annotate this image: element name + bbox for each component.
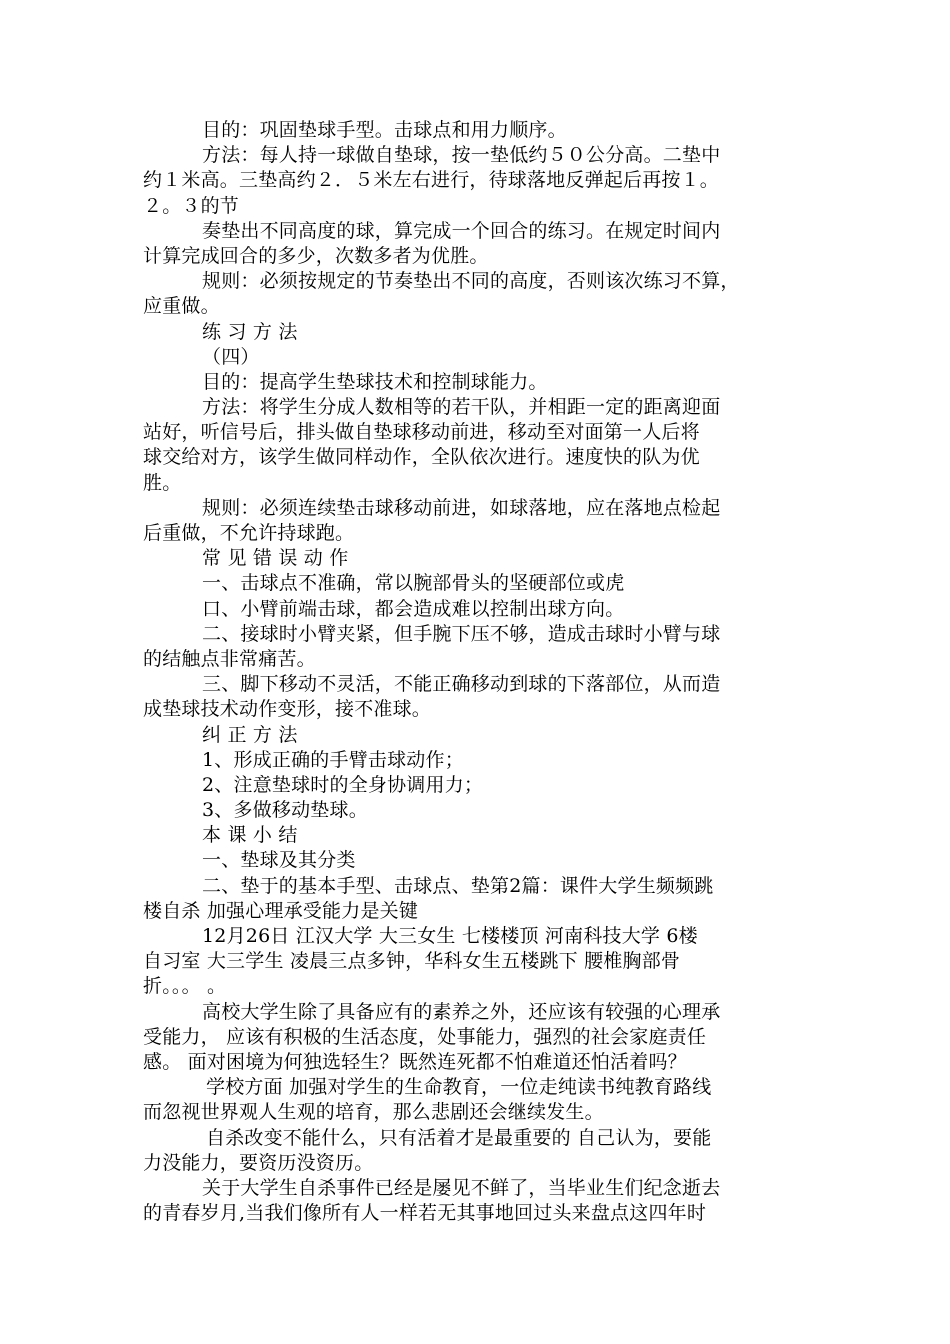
text-line: 折。。。 。 (143, 975, 227, 998)
text-line: 二、垫于的基本手型、击球点、垫第2篇：课件大学生频频跳 (202, 874, 714, 897)
text-line: 12月26日 江汉大学 大三女生 七楼楼顶 河南科技大学 6楼 (202, 925, 698, 947)
text-line: 感。 面对困境为何独选轻生？既然连死都不怕难道还怕活着吗？ (143, 1050, 687, 1073)
text-line: 后重做，不允许持球跑。 (143, 522, 355, 544)
text-line: 学校方面 加强对学生的生命教育，一位走纯读书纯教育路线 (206, 1076, 712, 1099)
text-line: 自杀改变不能什么，只有活着才是最重要的 自己认为，要能 (206, 1126, 712, 1149)
text-line: （四） (202, 345, 260, 368)
text-line: 目的：提高学生垫球技术和控制球能力。 (202, 370, 548, 393)
text-line: 练 习 方 法 (202, 320, 298, 343)
text-line: 三、脚下移动不灵活，不能正确移动到球的下落部位，从而造 (202, 673, 721, 696)
text-line: 一、垫球及其分类 (202, 849, 356, 872)
text-line: 成垫球技术动作变形，接不准球。 (143, 698, 432, 721)
text-line: 关于大学生自杀事件已经是屡见不鲜了，当毕业生们纪念逝去 (202, 1176, 721, 1199)
text-line: 高校大学生除了具备应有的素养之外，还应该有较强的心理承 (202, 1000, 721, 1023)
text-line: 一、击球点不准确，常以腕部骨头的坚硬部位或虎 (202, 572, 625, 595)
text-line: 球交给对方，该学生做同样动作，全队依次进行。速度快的队为优 (143, 446, 700, 469)
text-line: 本 课 小 结 (202, 824, 298, 847)
text-line: 而忽视世界观人生观的培育，那么悲剧还会继续发生。 (143, 1101, 604, 1124)
text-line: 规则：必须连续垫击球移动前进，如球落地，应在落地点检起 (202, 496, 721, 519)
text-line: 受能力， 应该有积极的生活态度，处事能力，强烈的社会家庭责任 (143, 1025, 707, 1048)
text-line: 的结触点非常痛苦。 (143, 647, 316, 670)
text-line: 胜。 (143, 471, 182, 494)
text-line: 纠 正 方 法 (202, 723, 298, 746)
text-line: 方法：每人持一球做自垫球，按一垫低约５０公分高。二垫中 (202, 144, 721, 167)
text-line: 口、小臂前端击球，都会造成难以控制出球方向。 (202, 597, 625, 620)
text-line: 2、注意垫球时的全身协调用力； (202, 773, 484, 796)
text-line: ２。３的节 (143, 194, 240, 217)
text-line: 自习室 大三学生 凌晨三点多钟，华科女生五楼跳下 腰椎胸部骨 (143, 950, 681, 973)
text-line: 楼自杀 加强心理承受能力是关键 (143, 899, 419, 922)
text-line: 应重做。 (143, 295, 220, 318)
text-line: 奏垫出不同高度的球，算完成一个回合的练习。在规定时间内 (202, 219, 721, 242)
text-line: 约１米高。三垫高约２．５米左右进行，待球落地反弹起后再按１。 (143, 169, 720, 192)
text-line: 方法：将学生分成人数相等的若干队，并相距一定的距离迎面 (202, 396, 721, 419)
text-line: 1、形成正确的手臂击球动作； (202, 748, 464, 771)
text-line: 二、接球时小臂夹紧，但手腕下压不够，造成击球时小臂与球 (202, 622, 721, 645)
document-body (143, 118, 815, 1226)
text-line: 力没能力，要资历没资历。 (143, 1151, 374, 1174)
text-line: 规则：必须按规定的节奏垫出不同的高度，否则该次练习不算， (202, 270, 740, 293)
text-line: 站好，听信号后，排头做自垫球移动前进，移动至对面第一人后将 (143, 421, 700, 444)
text-line: 计算完成回合的多少，次数多者为优胜。 (143, 244, 489, 267)
text-line: 常 见 错 误 动 作 (202, 547, 349, 570)
text-line: 目的：巩固垫球手型。击球点和用力顺序。 (202, 119, 567, 141)
text-line: 的青春岁月,当我们像所有人一样若无其事地回过头来盘点这四年时 (143, 1202, 707, 1225)
text-line: 3、多做移动垫球。 (202, 799, 368, 822)
